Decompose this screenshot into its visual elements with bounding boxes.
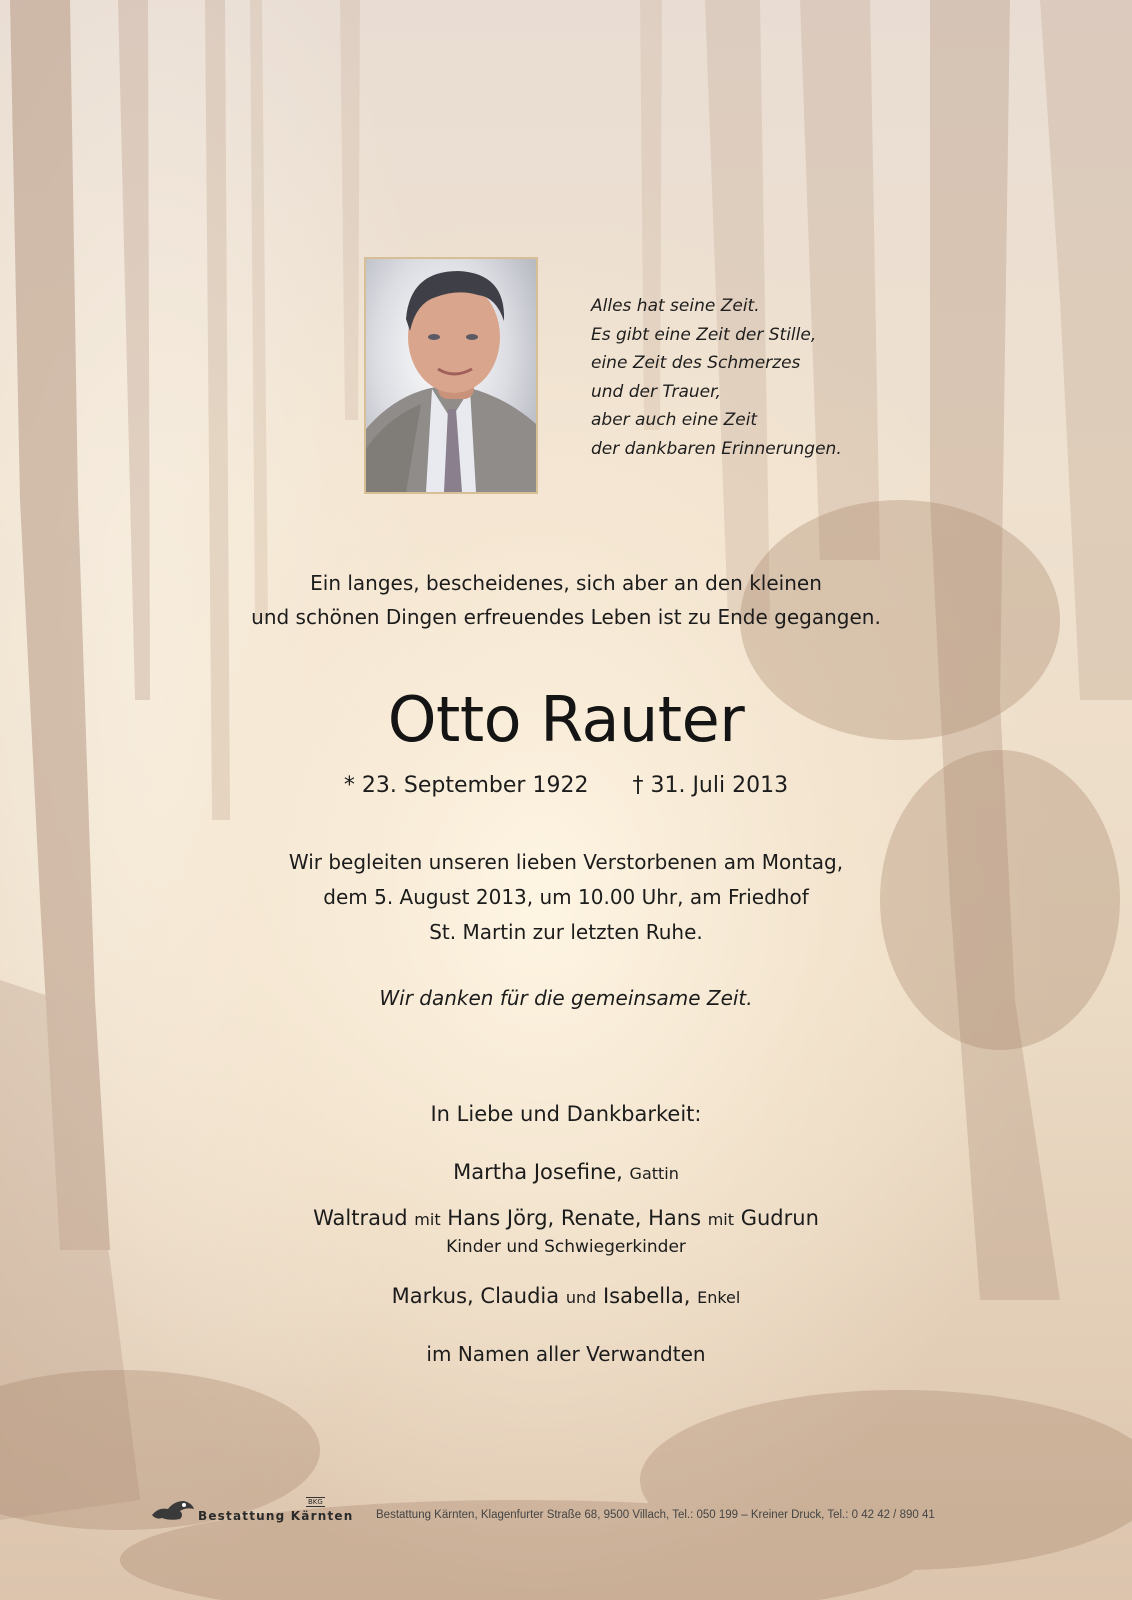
funeral-home-logo xyxy=(150,1493,354,1523)
footer xyxy=(150,1493,1010,1523)
service-line: St. Martin zur letzten Ruhe. xyxy=(429,920,703,944)
connector-word: und xyxy=(565,1288,597,1307)
quote-line: eine Zeit des Schmerzes xyxy=(591,353,801,374)
quote-line: Es gibt eine Zeit der Stille, xyxy=(591,324,817,345)
child-name: Waltraud xyxy=(313,1206,408,1230)
intro-line: und schönen Dingen erfreuendes Leben ist zu Ende gegangen. xyxy=(251,605,881,629)
footer-contact: Bestattung Kärnten, Klagenfurter Straße 68, 9500 Villach, Tel.: 050 199 – Kreiner Druck, Tel.: 0 42 42 / 890 41 xyxy=(376,1509,935,1521)
mourner-spouse xyxy=(0,1156,1132,1190)
intro-text xyxy=(0,566,1132,634)
death-date: † 31. Juli 2013 xyxy=(632,773,789,798)
mourner-children xyxy=(0,1202,1132,1236)
thanks-line: Wir danken für die gemeinsame Zeit. xyxy=(379,986,753,1010)
intro-line: Ein langes, bescheidenes, sich aber an den kleinen xyxy=(310,571,822,595)
connector-word: mit xyxy=(707,1210,735,1229)
grandchild-names: Markus, Claudia xyxy=(391,1284,560,1308)
bird-logo-icon xyxy=(150,1493,196,1523)
child-name: Gudrun xyxy=(740,1206,819,1230)
logo-tag: BKG xyxy=(308,1498,323,1506)
grandchild-name: Isabella, xyxy=(602,1284,691,1308)
portrait-photo xyxy=(364,257,538,494)
grandchildren-role: Enkel xyxy=(697,1288,741,1307)
spouse-name: Martha Josefine, xyxy=(453,1160,623,1184)
life-dates xyxy=(0,768,1132,804)
child-names: Hans Jörg, Renate, Hans xyxy=(447,1206,702,1230)
funeral-service-text xyxy=(0,845,1132,950)
mourners-title: In Liebe und Dankbarkeit: xyxy=(430,1102,702,1126)
birth-date: * 23. September 1922 xyxy=(343,773,589,798)
portrait-illustration xyxy=(366,259,536,492)
service-line: dem 5. August 2013, um 10.00 Uhr, am Friedhof xyxy=(323,885,809,909)
connector-word: mit xyxy=(414,1210,441,1229)
quote-line: und der Trauer, xyxy=(591,381,721,402)
service-line: Wir begleiten unseren lieben Verstorbenen am Montag, xyxy=(288,850,844,874)
logo-text: Bestattung Kärnten xyxy=(198,1509,354,1523)
quote-block xyxy=(591,292,891,464)
children-role: Kinder und Schwiegerkinder xyxy=(446,1237,686,1257)
quote-line: aber auch eine Zeit xyxy=(591,410,758,431)
quote-line: der dankbaren Erinnerungen. xyxy=(591,438,842,459)
deceased-name: Otto Rauter xyxy=(387,683,745,756)
closing-line: im Namen aller Verwandten xyxy=(426,1342,706,1366)
quote-line: Alles hat seine Zeit. xyxy=(591,296,760,316)
mourner-grandchildren xyxy=(0,1280,1132,1314)
spouse-role: Gattin xyxy=(629,1164,679,1183)
